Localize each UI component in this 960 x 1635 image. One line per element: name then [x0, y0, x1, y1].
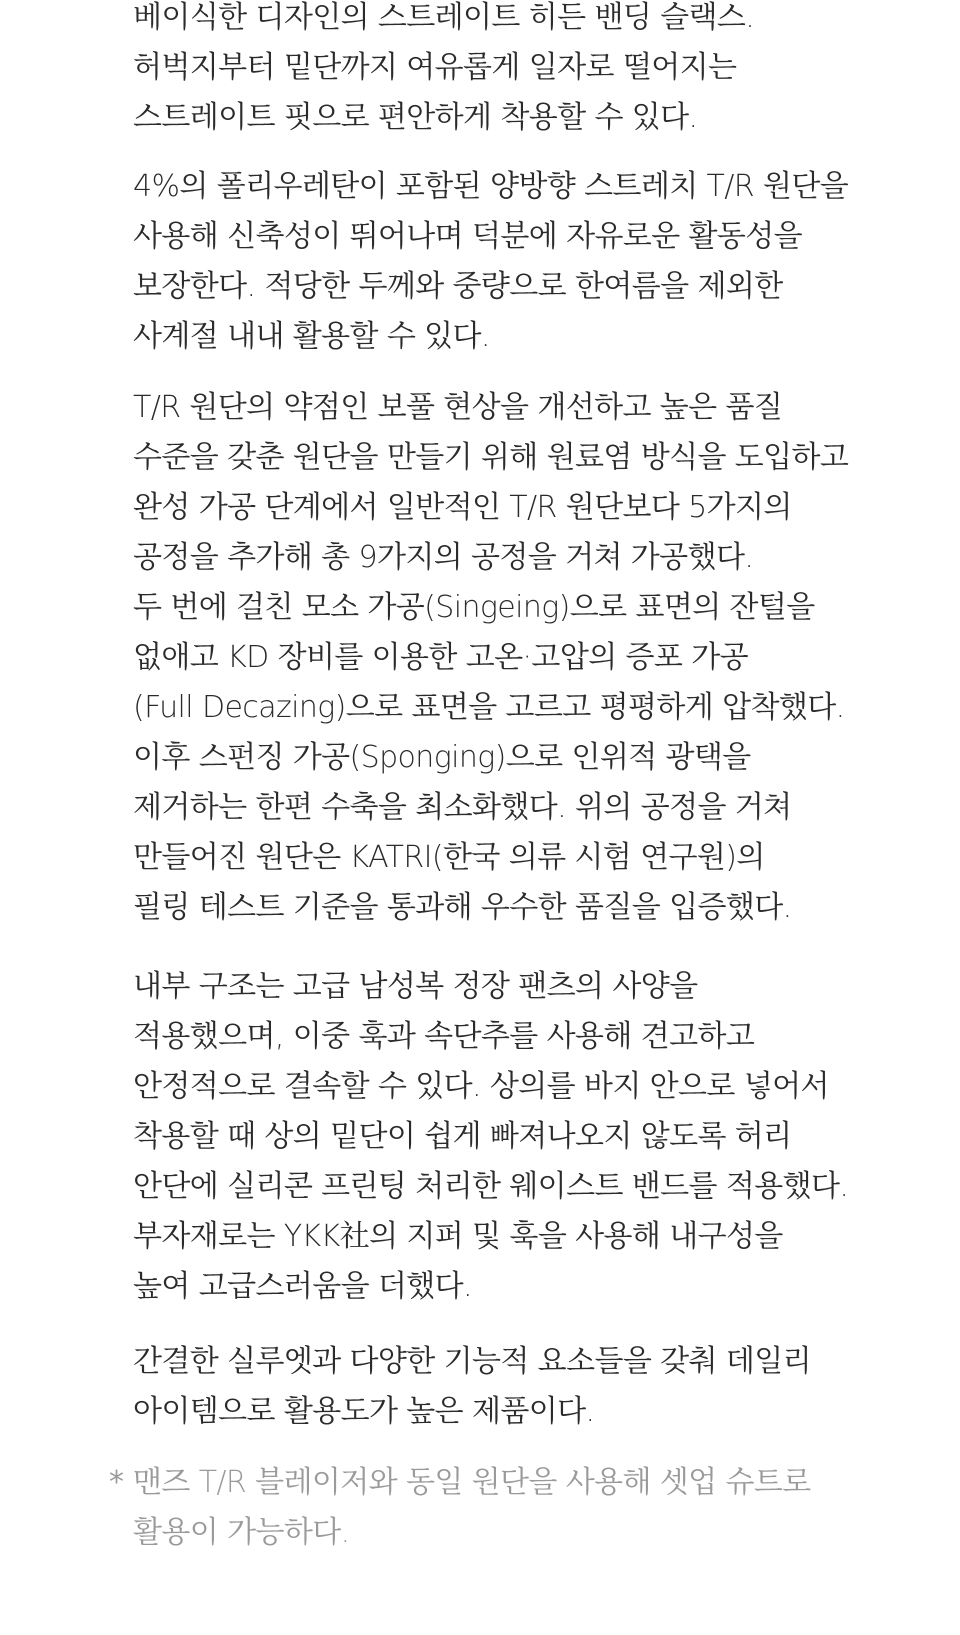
paragraph-summary — [133, 1337, 811, 1437]
text-line: 부자재로는 YKK社의 지퍼 및 훅을 사용해 내구성을 — [133, 1219, 783, 1254]
text-line: 공정을 추가해 총 9가지의 공정을 거쳐 가공했다. — [133, 540, 754, 575]
text-line: 베이식한 디자인의 스트레이트 히든 밴딩 슬랙스. — [133, 0, 755, 35]
text-line: 4%의 폴리우레탄이 포함된 양방향 스트레치 T/R 원단을 — [133, 169, 849, 204]
text-line: 만들어진 원단은 KATRI(한국 의류 시험 연구원)의 — [133, 840, 765, 875]
text-line: 완성 가공 단계에서 일반적인 T/R 원단보다 5가지의 — [133, 490, 792, 525]
text-line: 이후 스펀징 가공(Sponging)으로 인위적 광택을 — [133, 740, 751, 775]
text-line: 스트레이트 핏으로 편안하게 착용할 수 있다. — [133, 100, 698, 135]
text-line: 수준을 갖춘 원단을 만들기 위해 원료염 방식을 도입하고 — [133, 440, 849, 475]
text-line: 사계절 내내 활용할 수 있다. — [133, 319, 490, 354]
note-line: 맨즈 T/R 블레이저와 동일 원단을 사용해 셋업 슈트로 — [133, 1465, 811, 1500]
text-line: T/R 원단의 약점인 보풀 현상을 개선하고 높은 품질 — [133, 390, 783, 425]
paragraph-fabric-process — [133, 383, 848, 933]
text-line: 안정적으로 결속할 수 있다. 상의를 바지 안으로 넣어서 — [133, 1069, 829, 1104]
paragraph-construction — [133, 962, 848, 1312]
text-line: 필링 테스트 기준을 통과해 우수한 품질을 입증했다. — [133, 890, 792, 925]
text-line: 내부 구조는 고급 남성복 정장 팬츠의 사양을 — [133, 969, 698, 1004]
paragraph-fit — [133, 0, 754, 143]
text-line: 아이템으로 활용도가 높은 제품이다. — [133, 1394, 595, 1429]
text-line: 허벅지부터 밑단까지 여유롭게 일자로 떨어지는 — [133, 50, 737, 85]
text-line: 두 번에 걸친 모소 가공(Singeing)으로 표면의 잔털을 — [133, 590, 815, 625]
text-line: (Full Decazing)으로 표면을 고르고 평평하게 압착했다. — [133, 690, 845, 725]
text-line: 보장한다. 적당한 두께와 중량으로 한여름을 제외한 — [133, 269, 783, 304]
paragraph-fabric-stretch — [133, 162, 848, 362]
text-line: 없애고 KD 장비를 이용한 고온·고압의 증포 가공 — [133, 640, 748, 675]
text-line: 사용해 신축성이 뛰어나며 덕분에 자유로운 활동성을 — [133, 219, 803, 254]
text-line: 간결한 실루엣과 다양한 기능적 요소들을 갖춰 데일리 — [133, 1344, 811, 1379]
text-line: 적용했으며, 이중 훅과 속단추를 사용해 견고하고 — [133, 1019, 755, 1054]
text-line: 착용할 때 상의 밑단이 쉽게 빠져나오지 않도록 허리 — [133, 1119, 792, 1154]
text-line: 높여 고급스러움을 더했다. — [133, 1269, 472, 1304]
text-line: 제거하는 한편 수축을 최소화했다. 위의 공정을 거쳐 — [133, 790, 792, 825]
text-line: 안단에 실리콘 프린팅 처리한 웨이스트 밴드를 적용했다. — [133, 1169, 849, 1204]
setup-note — [109, 1458, 811, 1558]
note-line: 활용이 가능하다. — [133, 1515, 350, 1550]
note-marker: * — [109, 1465, 124, 1500]
